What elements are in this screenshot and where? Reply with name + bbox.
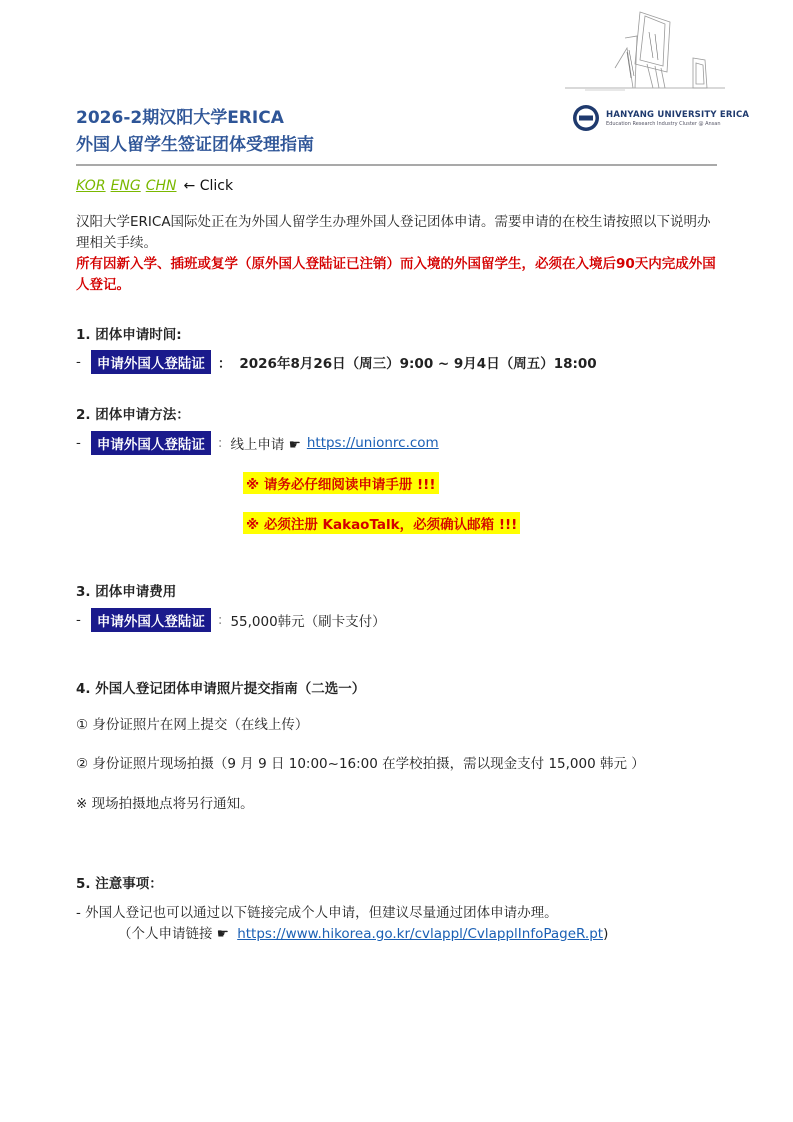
apply-registration-badge: 申请外国人登陆证	[91, 608, 211, 632]
hikorea-link[interactable]: https://www.hikorea.go.kr/cvlappl/CvlapplInfoPageR.pt	[237, 926, 604, 942]
colon: ：	[217, 356, 232, 372]
header-divider	[76, 164, 717, 166]
section4-heading: 4. 外国人登记团体申请照片提交指南（二选一）	[76, 681, 366, 697]
section1-heading: 1. 团体申请时间:	[76, 327, 182, 343]
link-suffix: )	[603, 926, 609, 942]
application-period: 2026年8月26日（周三）9:00 ~ 9月4日（周五）18:00	[239, 356, 597, 372]
photo-option-online: ① 身份证照片在网上提交（在线上传）	[76, 717, 309, 733]
individual-apply-link-line	[118, 922, 608, 942]
onsite-location-note: ※ 现场拍摄地点将另行通知。	[76, 796, 254, 812]
click-hint: ← Click	[183, 178, 234, 194]
lang-kor-link[interactable]: KOR	[76, 178, 106, 194]
hanyang-emblem-icon	[572, 104, 600, 132]
link-prefix: （个人申请链接 ☛	[118, 926, 229, 942]
section2-row	[76, 431, 439, 455]
photo-option-onsite: ② 身份证照片现场拍摄（9 月 9 日 10:00~16:00 在学校拍摄，需以现金支付 15,000 韩元 ）	[76, 756, 645, 772]
logo-university-name: HANYANG UNIVERSITY ERICA	[606, 110, 750, 120]
colon: :	[217, 435, 223, 451]
logo-subtitle: Education Research Industry Cluster @ Ansan	[606, 121, 721, 127]
intro-notice: 所有因新入学、插班或复学（原外国人登陆证已注销）而入境的外国留学生，必须在入境后90天内完成外国人登记。	[76, 256, 716, 293]
section3-heading: 3. 团体申请费用	[76, 584, 177, 600]
section5-heading: 5. 注意事项：	[76, 876, 163, 892]
section2-heading: 2. 团体申请方法：	[76, 407, 190, 423]
dash: -	[76, 354, 81, 370]
application-fee: 55,000韩元（刷卡支付）	[230, 614, 386, 630]
page-title-line1: 2026-2期汉阳大学ERICA	[76, 108, 284, 128]
warning-read-manual: ※ 请务必仔细阅读申请手册 !!!	[243, 472, 439, 494]
university-building-logo-art	[565, 8, 725, 98]
apply-registration-badge: 申请外国人登陆证	[91, 431, 211, 455]
intro-paragraph: 汉阳大学ERICA国际处正在为外国人留学生办理外国人登记团体申请。需要申请的在校生请按照以下说明办理相关手续。	[76, 214, 711, 251]
language-switcher	[76, 178, 233, 194]
warning-kakaotalk: ※ 必须注册 KakaoTalk，必须确认邮箱 !!!	[243, 512, 520, 534]
page-title-line2: 外国人留学生签证团体受理指南	[76, 135, 314, 155]
colon: :	[217, 612, 223, 628]
individual-apply-note: - 外国人登记也可以通过以下链接完成个人申请，但建议尽量通过团体申请办理。	[76, 905, 558, 921]
online-apply-text: 线上申请 ☛	[230, 437, 301, 453]
dash: -	[76, 435, 81, 451]
lang-chn-link[interactable]: CHN	[145, 178, 177, 194]
unionrc-link[interactable]: https://unionrc.com	[306, 435, 439, 451]
lang-eng-link[interactable]: ENG	[110, 178, 141, 194]
dash: -	[76, 612, 81, 628]
section1-row	[76, 350, 597, 374]
section3-row	[76, 608, 386, 632]
apply-registration-badge: 申请外国人登陆证	[91, 350, 211, 374]
